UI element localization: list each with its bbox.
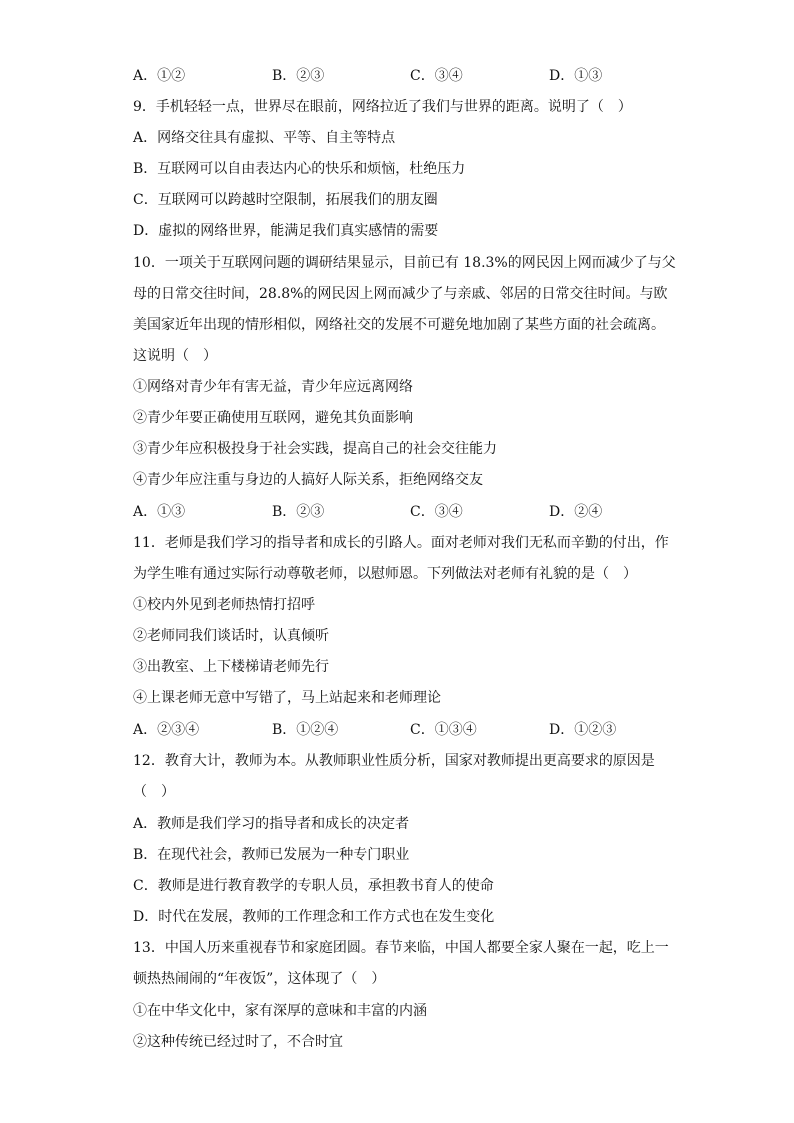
q8-option-a: A．①② [133, 68, 186, 84]
q10-option-d: D．②④ [549, 504, 603, 520]
q11-statement-2: ②老师同我们谈话时，认真倾听 [133, 628, 329, 644]
q11-option-a: A．②③④ [133, 722, 200, 738]
q11-statement-3: ③出教室、上下楼梯请老师先行 [133, 659, 329, 675]
q11-options [133, 720, 693, 740]
q13-stem-line-1: 13．中国人历来重视春节和家庭团圆。春节来临，中国人都要全家人聚在一起，吃上一 [133, 940, 669, 956]
q13-statement-1: ①在中华文化中，家有深厚的意味和丰富的内涵 [133, 1003, 427, 1019]
q12-stem-line-2: （ ） [133, 784, 175, 800]
q8-option-d: D．①③ [549, 68, 603, 84]
q10-options [133, 502, 693, 522]
q8-option-b: B．②③ [272, 68, 325, 84]
q10-statement-2: ②青少年要正确使用互联网，避免其负面影响 [133, 410, 413, 426]
q10-statement-3: ③青少年应积极投身于社会实践，提高自己的社会交往能力 [133, 441, 497, 457]
q12-option-c: C．教师是进行教育教学的专职人员，承担教书育人的使命 [133, 878, 494, 894]
q11-option-d: D．①②③ [549, 722, 617, 738]
q9-option-d: D．虚拟的网络世界，能满足我们真实感情的需要 [133, 223, 439, 239]
q9-stem: 9．手机轻轻一点，世界尽在眼前，网络拉近了我们与世界的距离。说明了（ ） [133, 99, 632, 115]
q10-stem-line-3: 美国家近年出现的情形相似，网络社交的发展不可避免地加剧了某些方面的社会疏离。 [133, 317, 665, 333]
q12-stem-line-1: 12．教育大计，教师为本。从教师职业性质分析，国家对教师提出更高要求的原因是 [133, 753, 655, 769]
q10-stem-line-4: 这说明（ ） [133, 348, 217, 364]
q9-option-c: C．互联网可以跨越时空限制，拓展我们的朋友圈 [133, 192, 438, 208]
q10-statement-1: ①网络对青少年有害无益，青少年应远离网络 [133, 379, 413, 395]
q9-option-b: B．互联网可以自由表达内心的快乐和烦恼，杜绝压力 [133, 161, 466, 177]
q10-option-b: B．②③ [272, 504, 325, 520]
q11-stem-line-1: 11．老师是我们学习的指导者和成长的引路人。面对老师对我们无私而辛勤的付出，作 [133, 535, 669, 551]
q11-option-c: C．①③④ [410, 722, 477, 738]
q11-option-b: B．①②④ [272, 722, 339, 738]
q12-option-b: B．在现代社会，教师已发展为一种专门职业 [133, 847, 410, 863]
q10-statement-4: ④青少年应注重与身边的人搞好人际关系，拒绝网络交友 [133, 472, 483, 488]
q10-option-a: A．①③ [133, 504, 186, 520]
q11-statement-1: ①校内外见到老师热情打招呼 [133, 597, 315, 613]
q10-stem-line-1: 10．一项关于互联网问题的调研结果显示，目前已有 18.3%的网民因上网而减少了与父 [133, 255, 676, 271]
q8-option-c: C．③④ [410, 68, 463, 84]
q13-statement-2: ②这种传统已经过时了，不合时宜 [133, 1034, 343, 1050]
q12-option-d: D．时代在发展，教师的工作理念和工作方式也在发生变化 [133, 909, 495, 925]
q10-stem-line-2: 母的日常交往时间，28.8%的网民因上网而减少了与亲戚、邻居的日常交往时间。与欧 [133, 286, 668, 302]
q11-statement-4: ④上课老师无意中写错了，马上站起来和老师理论 [133, 690, 441, 706]
q12-option-a: A．教师是我们学习的指导者和成长的决定者 [133, 816, 410, 832]
q10-option-c: C．③④ [410, 504, 463, 520]
q11-stem-line-2: 为学生唯有通过实际行动尊敬老师，以慰师恩。下列做法对老师有礼貌的是（ ） [133, 566, 637, 582]
q13-stem-line-2: 顿热热闹闹的“年夜饭”，这体现了（ ） [133, 971, 386, 987]
q9-option-a: A．网络交往具有虚拟、平等、自主等特点 [133, 130, 396, 146]
q8-options [133, 66, 693, 86]
